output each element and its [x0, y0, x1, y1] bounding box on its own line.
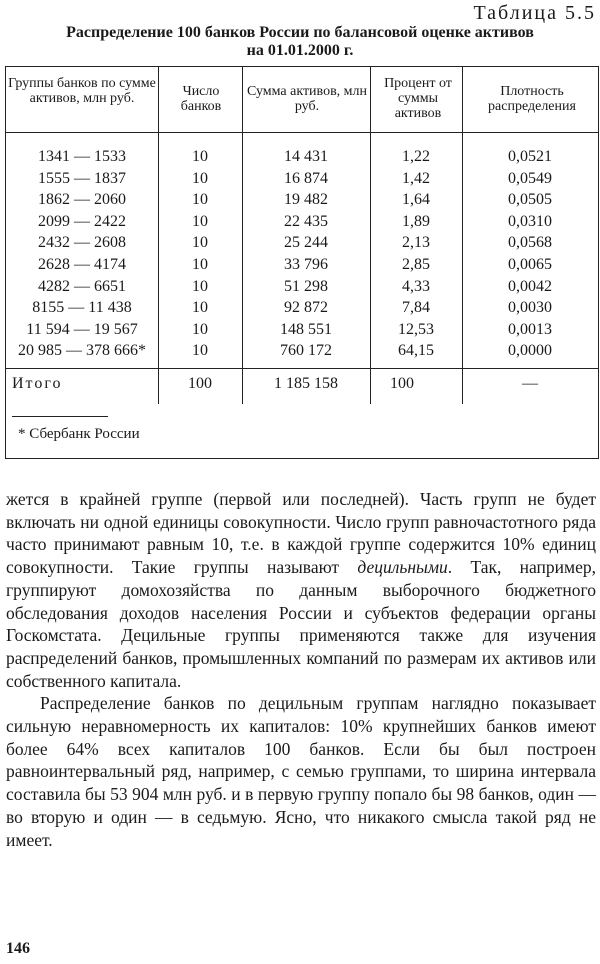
cell-density: 0,0030 — [508, 299, 552, 317]
cell-density: 0,0042 — [508, 277, 552, 295]
cell-percent: 2,13 — [402, 234, 430, 252]
cell-count: 10 — [192, 299, 208, 317]
cell-density: 0,0505 — [508, 191, 552, 209]
table-row — [6, 342, 598, 363]
cell-percent: 1,89 — [402, 212, 430, 230]
cell-percent: 12,53 — [398, 320, 434, 338]
cell-sum: 25 244 — [284, 234, 328, 252]
cell-group: 2432 — 2608 — [38, 234, 126, 252]
cell-sum: 14 431 — [284, 148, 328, 165]
table-header-rule — [6, 132, 598, 133]
cell-percent: 1,64 — [402, 191, 430, 209]
table-row — [6, 278, 598, 299]
header-density: Плотность распределения — [488, 84, 576, 114]
cell-density: 0,0310 — [508, 212, 552, 230]
cell-count: 10 — [192, 256, 208, 273]
table-row — [6, 299, 598, 320]
cell-count: 10 — [192, 342, 208, 360]
table-total-rule — [6, 368, 598, 369]
paragraph-1-start: жется в крайней группе (первой или последней). Часть групп не будет включать ни одной единицы совокупности. Число групп равночастотного ряда часто принимают равным 10, т.е. в каждой группе содержится 10% единиц совокупности. Такие группы называют — [6, 489, 596, 578]
body-text — [6, 488, 596, 851]
paragraph-1-rest: . Так, например, группируют домохозяйства по данным выборочного бюджетного обследования доходов населения России и субъектов федерации органы Госкомстата. Децильные группы применяются также для изучения распределений банков, промышленных компаний по размерам их активов или собственного капитала. — [6, 557, 597, 691]
cell-count: 10 — [192, 234, 208, 252]
header-sum: Сумма активов, млн руб. — [246, 84, 368, 114]
total-row — [6, 375, 598, 397]
cell-count: 10 — [192, 169, 208, 187]
cell-group: 1555 — 1837 — [38, 169, 126, 187]
footnote-rule — [12, 416, 108, 417]
cell-sum: 16 874 — [284, 169, 328, 187]
cell-group: 20 985 — 378 666* — [18, 342, 146, 360]
cell-percent: 64,15 — [398, 342, 434, 360]
cell-group: 11 594 — 19 567 — [26, 320, 138, 338]
cell-percent: 2,85 — [402, 256, 430, 273]
table-row — [6, 191, 598, 212]
total-sum: 1 185 158 — [274, 375, 338, 392]
cell-count: 10 — [192, 148, 208, 165]
cell-group: 2628 — 4174 — [38, 256, 126, 273]
table-row — [6, 170, 598, 191]
cell-group: 8155 — 11 438 — [32, 299, 132, 317]
cell-sum: 92 872 — [284, 299, 328, 317]
cell-percent: 1,22 — [402, 148, 430, 165]
cell-group: 4282 — 6651 — [38, 277, 126, 295]
cell-density: 0,0000 — [508, 342, 552, 360]
cell-count: 10 — [192, 320, 208, 338]
cell-density: 0,0549 — [508, 169, 552, 187]
total-count: 100 — [188, 375, 212, 392]
table-row — [6, 321, 598, 342]
cell-percent: 4,33 — [402, 277, 430, 295]
paragraph-2: Распределение банков по децильным группам наглядно показывает сильную неравномерность их капиталов: 10% крупнейших банков имеют более 64% всех капиталов 100 банков. Если бы был построен равноинтервальный ряд, например, с семью группами, то ширина интервала составила бы 53 904 млн руб. и в первую группу попало бы 98 банков, один — во вторую и один — в седьмую. Ясно, что никакого смысла такой ряд не имеет. — [6, 693, 596, 850]
total-density: — — [522, 375, 538, 392]
total-percent: 100 — [390, 375, 414, 392]
cell-sum: 760 172 — [280, 342, 332, 360]
cell-density: 0,0065 — [508, 256, 552, 273]
cell-percent: 1,42 — [402, 169, 430, 187]
paragraph-1 — [6, 488, 596, 692]
footnote: * Сбербанк России — [18, 426, 140, 442]
caption-line-1: Распределение 100 банков России по балансовой оценке активов — [66, 24, 534, 41]
header-percent: Процент от суммы активов — [384, 76, 452, 121]
cell-density: 0,0568 — [508, 234, 552, 252]
term-decile: децильными — [357, 557, 448, 578]
table-row — [6, 256, 598, 277]
cell-sum: 22 435 — [284, 212, 328, 230]
total-label: Итого — [12, 375, 63, 392]
table-row — [6, 148, 598, 169]
table-top-rule — [6, 66, 598, 67]
header-groups: Группы банков по сумме активов, млн руб. — [8, 76, 156, 106]
cell-group: 1341 — 1533 — [38, 148, 126, 165]
cell-group: 1862 — 2060 — [38, 191, 126, 209]
cell-count: 10 — [192, 277, 208, 295]
cell-count: 10 — [192, 191, 208, 209]
cell-group: 2099 — 2422 — [38, 212, 126, 230]
cell-sum: 148 551 — [280, 320, 332, 338]
caption-line-2: на 01.01.2000 г. — [246, 42, 354, 59]
cell-sum: 19 482 — [284, 191, 328, 209]
cell-density: 0,0521 — [508, 148, 552, 165]
cell-percent: 7,84 — [402, 299, 430, 317]
table-label: Таблица 5.5 — [473, 2, 596, 24]
cell-count: 10 — [192, 212, 208, 230]
table-row — [6, 234, 598, 255]
cell-density: 0,0013 — [508, 320, 552, 338]
table-row — [6, 213, 598, 234]
page-number: 146 — [6, 940, 30, 957]
cell-sum: 51 298 — [284, 277, 328, 295]
data-table — [5, 66, 599, 459]
table-caption — [0, 24, 600, 60]
header-count: Число банков — [180, 84, 222, 114]
cell-sum: 33 796 — [284, 256, 328, 273]
